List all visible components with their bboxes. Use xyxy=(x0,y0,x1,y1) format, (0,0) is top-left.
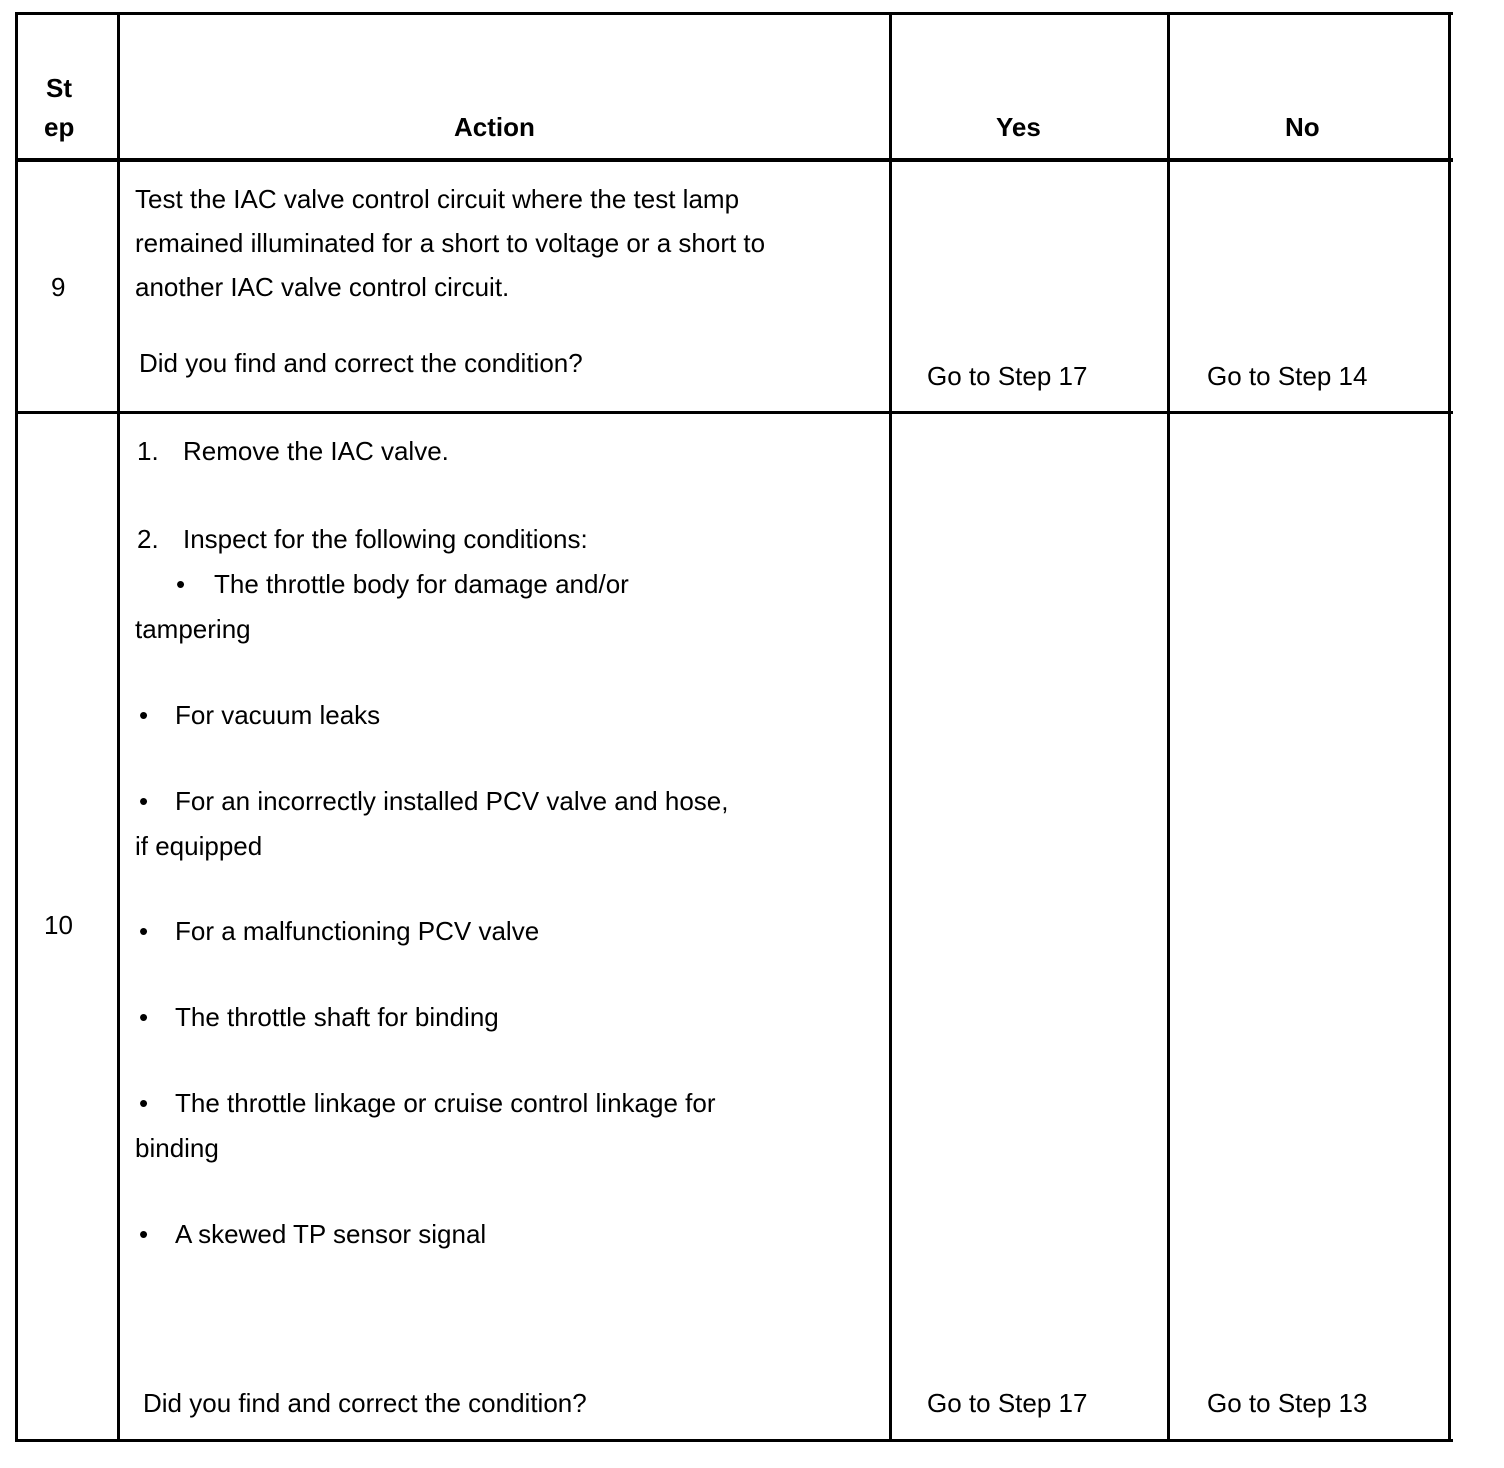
table-top-border xyxy=(15,12,1453,15)
header-no: No xyxy=(1285,112,1320,142)
action-line: Test the IAC valve control circuit where the test lamp xyxy=(135,184,740,214)
col-divider-action xyxy=(889,12,892,1442)
table-left-border xyxy=(15,12,18,1442)
bullet-text-continued: if equipped xyxy=(135,831,263,861)
table-right-border xyxy=(1448,12,1451,1442)
header-yes: Yes xyxy=(996,112,1041,142)
header-bottom-border xyxy=(15,158,1453,162)
row-divider xyxy=(15,411,1453,414)
list-item-number: 2. xyxy=(137,524,159,554)
list-item-text: Remove the IAC valve. xyxy=(183,436,449,466)
col-divider-step xyxy=(117,12,120,1442)
header-action: Action xyxy=(454,112,535,142)
bullet-text: The throttle shaft for binding xyxy=(175,1002,499,1032)
bullet-text-continued: binding xyxy=(135,1133,219,1163)
header-step-line1: St xyxy=(46,73,72,103)
step-number: 10 xyxy=(44,910,73,940)
bullet-icon: • xyxy=(139,1088,149,1118)
bullet-icon: • xyxy=(139,1219,149,1249)
list-item-number: 1. xyxy=(137,436,159,466)
step-number: 9 xyxy=(51,272,66,302)
table-bottom-border xyxy=(15,1439,1453,1442)
bullet-icon: • xyxy=(176,569,186,599)
bullet-icon: • xyxy=(139,1002,149,1032)
header-step-line2: ep xyxy=(44,112,75,142)
action-line: remained illuminated for a short to voltage or a short to xyxy=(135,228,766,258)
no-result: Go to Step 13 xyxy=(1207,1388,1368,1418)
bullet-text: For vacuum leaks xyxy=(175,700,381,730)
col-divider-yes xyxy=(1167,12,1170,1442)
bullet-text: A skewed TP sensor signal xyxy=(175,1219,487,1249)
action-question: Did you find and correct the condition? xyxy=(143,1388,587,1418)
yes-result: Go to Step 17 xyxy=(927,361,1088,391)
action-question: Did you find and correct the condition? xyxy=(139,348,583,378)
bullet-icon: • xyxy=(139,786,149,816)
no-result: Go to Step 14 xyxy=(1207,361,1368,391)
action-line: another IAC valve control circuit. xyxy=(135,272,510,302)
yes-result: Go to Step 17 xyxy=(927,1388,1088,1418)
bullet-text: The throttle linkage or cruise control linkage for xyxy=(175,1088,716,1118)
bullet-text: For a malfunctioning PCV valve xyxy=(175,916,540,946)
list-item-text: Inspect for the following conditions: xyxy=(183,524,588,554)
bullet-text: For an incorrectly installed PCV valve and hose, xyxy=(175,786,729,816)
bullet-text: The throttle body for damage and/or xyxy=(214,569,629,599)
bullet-icon: • xyxy=(139,700,149,730)
bullet-text-continued: tampering xyxy=(135,614,251,644)
bullet-icon: • xyxy=(139,916,149,946)
